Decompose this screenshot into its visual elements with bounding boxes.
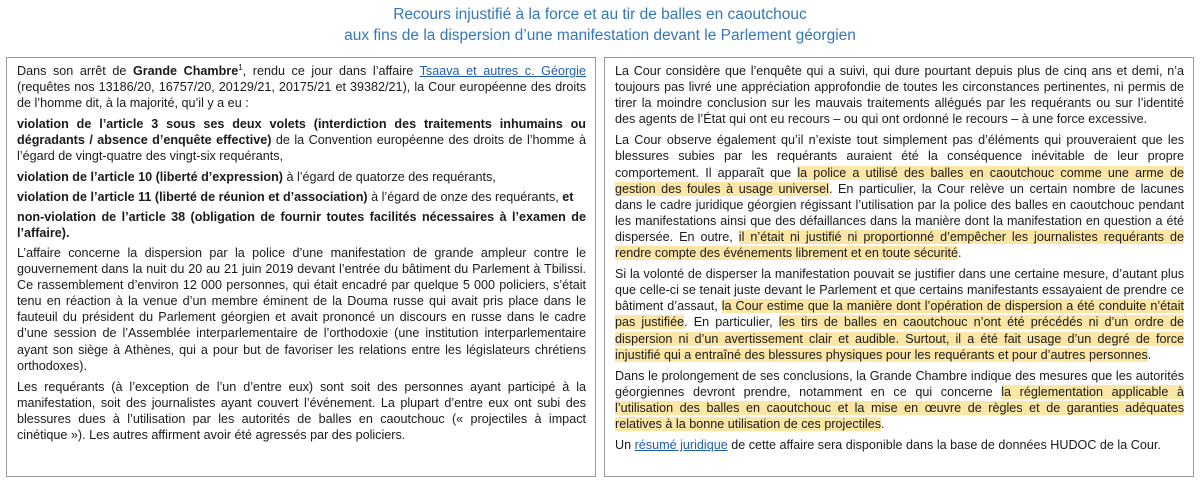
measures-text-1: Dans le prolongement de ses conclusions, la Grande Chambre indique des mesures que les autorités géorgiennes devront prendre, notamment en ce qui concerne: [615, 368, 1184, 399]
violation-article-11-text: à l’égard de onze des requérants,: [367, 189, 563, 204]
measures-text-2: .: [881, 416, 885, 431]
highlight-journalists: il n’était ni justifié ni proportionné d’empêcher les journalistes requérants de rendre compte des événements librement et en toute sécurité: [615, 229, 1185, 261]
violation-article-11-and: et: [562, 189, 574, 204]
grand-chamber-label: Grande Chambre: [132, 64, 239, 78]
evidence-paragraph: [615, 132, 1184, 261]
highlight-regulation: la réglementation applicable à l’utilisation des balles en caoutchouc et la mise en œuvre de règles et de garanties adéquates relatives à la bonne utilisation de ces projectiles: [615, 384, 1184, 431]
violation-article-3-title: violation de l’article 3 sous ses deux volets (interdiction des traitements inhumains ou dégradants / absence d’enquête effective): [17, 117, 586, 148]
intro-text-3: (requêtes nos 13186/20, 16757/20, 20129/21, 20175/21 et 39382/21), la Cour européenne des droits de l’homme dit, à la majorité, qu’il y a eu :: [17, 80, 586, 111]
intro-text-1: Dans son arrêt de: [17, 64, 133, 78]
case-link[interactable]: Tsaava et autres c. Géorgie: [419, 64, 586, 78]
title-line-2: aux fins de la dispersion d’une manifestation devant le Parlement géorgien: [344, 27, 856, 44]
evidence-text-2: . En particulier, la Cour relève un certain nombre de lacunes dans le cadre juridique géorgien régissant l’utilisation par la police des balles en caoutchouc pendant les manifestations ainsi que des défaillances dans la manière dont la manifestation en question a été dispersée. En outre,: [615, 181, 1184, 244]
dispersal-text-2: . En particulier,: [684, 315, 779, 330]
intro-text-2: , rendu ce jour dans l’affaire: [242, 64, 420, 78]
violation-article-3: [17, 116, 586, 164]
left-column: [6, 57, 596, 477]
violation-article-11: [17, 189, 586, 205]
violation-article-10-title: violation de l’article 10 (liberté d’expression): [17, 169, 283, 184]
non-violation-article-38: non-violation de l’article 38 (obligation de fournir toutes facilités nécessaires à l’examen de l’affaire).: [17, 209, 586, 240]
investigation-paragraph: La Cour considère que l’enquête qui a suivi, qui dure pourtant depuis plus de cinq ans et demi, n’a toujours pas livré une appréciation approfondie de toutes les circonstances pertinentes, ni permis de tirer la moindre conclusion sur les mauvais traitements allégués par les requérants ou sur l’identité des agents de l’État qui ont eu recours – ou qui ont ordonné le recours – à une force excessive.: [615, 64, 1184, 127]
summary-text-1: Un: [615, 438, 635, 453]
violation-article-3-text: de la Convention européenne des droits de l’homme à l’égard de vingt-quatre des vingt-six requérants,: [17, 133, 586, 164]
highlight-universal-weapon: la police a utilisé des balles en caoutchouc comme une arme de gestion des foules à usage universel: [615, 165, 1185, 196]
violation-article-11-title: violation de l’article 11 (liberté de réunion et d’association): [17, 189, 368, 204]
summary-paragraph: [615, 437, 1184, 453]
evidence-text-1: La Cour observe également qu’il n’existe tout simplement pas d’éléments qui prouveraient que les blessures subies par les requérants auraient été la conséquence inévitable de leur propre comportement. Il apparaît que: [615, 133, 1184, 180]
evidence-text-3: .: [958, 246, 962, 261]
page-title: [0, 4, 1200, 46]
summary-text-2: de cette affaire sera disponible dans la base de données HUDOC de la Cour.: [727, 438, 1161, 453]
dispersal-text-3: .: [1147, 347, 1152, 362]
title-line-1: Recours injustifié à la force et au tir de balles en caoutchouc: [393, 6, 807, 23]
legal-summary-link[interactable]: résumé juridique: [634, 438, 728, 453]
applicants-paragraph: Les requérants (à l’exception de l’un d’entre eux) sont soit des personnes ayant participé à la manifestation, soit des journalistes ayant couvert l’événement. La plupart d’entre eux ont subi des blessures dues à l’utilisation par les autorités de balles en caoutchouc (« projectiles à impact cinétique »). Les autres affirment avoir été agressés par des policiers.: [17, 379, 586, 442]
measures-paragraph: [615, 368, 1184, 432]
dispersal-text-1: Si la volonté de disperser la manifestation pouvait se justifier dans une certaine mesure, d’autant plus que celle-ci se tenait juste devant le Parlement et que certains manifestants essayaient de prendre ce bâtiment d’assaut,: [615, 267, 1184, 314]
footnote-marker[interactable]: 1: [238, 62, 243, 72]
highlight-no-warning: les tirs de balles en caoutchouc n’ont été précédés ni d’un ordre de dispersion ni d’un avertissement clair et audible. Surtout, il a été fait usage d’un degré de force injustifié qui a entraîné des blessures physiques pour les requérants et pour d’autres personnes: [615, 315, 1184, 362]
facts-paragraph: L’affaire concerne la dispersion par la police d’une manifestation de grande ampleur contre le gouvernement dans la nuit du 20 au 21 juin 2019 devant l’entrée du bâtiment du Parlement à Tbilissi. Ce rassemblement d’environ 12 000 personnes, qui était encadré par quelque 5 000 policiers, s’était tenu en réaction à la venue d’un membre éminent de la Douma russe qui avait pris place dans le fauteuil du président du Parlement géorgien et avait prononcé un discours en russe dans le cadre d’une session de l’Assemblée interparlementaire de l’orthodoxie (une institution interparlementaire ayant son siège à Athènes, qui a pour but de favoriser les relations entre les législateurs chrétiens orthodoxes).: [17, 245, 586, 373]
violation-article-10: [17, 169, 586, 185]
highlight-not-justified: la Cour estime que la manière dont l’opération de dispersion a été conduite n’était pas justifiée: [615, 299, 1184, 330]
dispersal-paragraph: [615, 266, 1184, 363]
intro-paragraph: [17, 63, 586, 111]
violation-article-10-text: à l’égard de quatorze des requérants,: [282, 169, 496, 184]
right-column: [604, 57, 1194, 477]
